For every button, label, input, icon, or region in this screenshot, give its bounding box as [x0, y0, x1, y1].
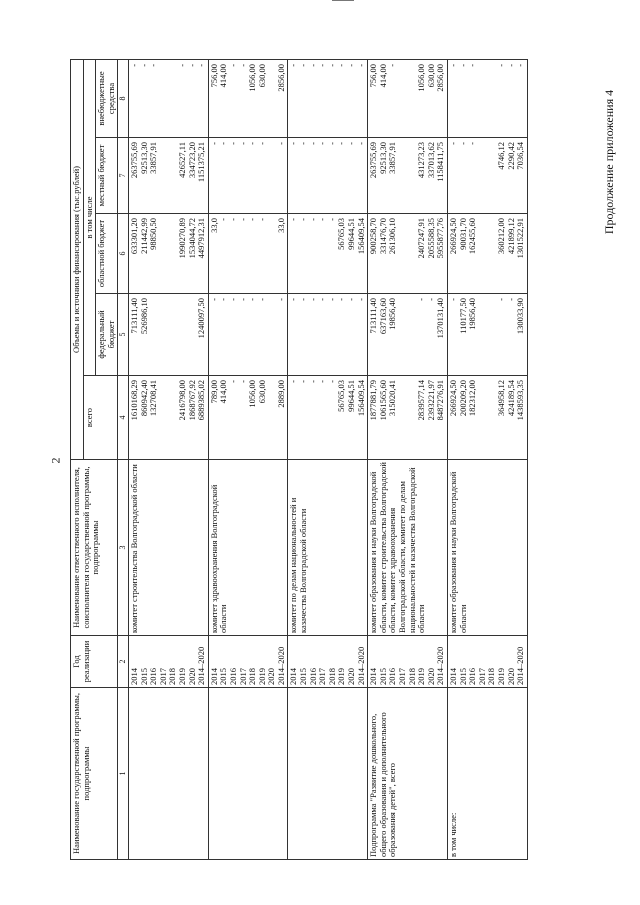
executor-cell: комитет по делам национальностей и казачества Волгоградской области: [288, 460, 368, 636]
amount-value: -: [208, 142, 219, 145]
amount-value: 2856,00: [275, 63, 286, 92]
amount-value: 156409,54: [355, 218, 366, 255]
amount-value: 334723,20: [186, 142, 197, 179]
amount-value: 19856,40: [387, 298, 398, 330]
amount-value: -: [336, 298, 347, 301]
header-volumes: Объемы и источники финансирования (тыс.рублей): [71, 59, 84, 459]
amount-value: 263755,69: [128, 142, 139, 179]
amount-value: 860942,40: [138, 380, 149, 417]
amount-value: -: [298, 218, 309, 221]
amount-value: 92513,30: [377, 142, 388, 174]
appendix-title: Продолжение приложения 4: [602, 89, 616, 235]
amount-value: -: [355, 298, 366, 301]
amount-value: 900258,70: [368, 218, 379, 255]
amount-value: 261306,10: [387, 218, 398, 255]
amount-value: 92513,30: [138, 142, 149, 174]
amount-value: -: [515, 63, 526, 67]
extra-cell: [288, 59, 368, 137]
amount-value: -: [176, 63, 187, 67]
amount-value: 2393221,97: [425, 380, 436, 421]
local-cell: [447, 138, 527, 214]
amount-value: -: [495, 298, 506, 301]
executor-cell: комитет образования и науки Волгоградской области: [447, 460, 527, 636]
year-value: 2014–2020: [355, 646, 366, 685]
amount-value: 1370131,40: [435, 298, 446, 339]
amount-value: 33857,91: [387, 142, 398, 174]
amount-value: -: [457, 63, 468, 67]
amount-value: 1056,00: [247, 380, 258, 408]
table-row: [208, 59, 288, 859]
amount-value: 211442,99: [138, 218, 149, 254]
amount-value: 1301522,91: [515, 218, 526, 259]
total-cell: [208, 376, 288, 460]
amount-value: 526986,10: [138, 298, 149, 335]
year-value: 2014–2020: [196, 646, 207, 685]
amount-value: [159, 64, 169, 135]
amount-value: 8487276,91: [435, 380, 446, 421]
amount-value: -: [186, 63, 197, 67]
col-num: 4: [118, 376, 129, 460]
years-cell: [208, 636, 288, 688]
amount-value: -: [447, 298, 458, 301]
federal-cell: [368, 294, 448, 376]
table-row: [128, 59, 208, 859]
table-row: [447, 59, 527, 859]
amount-value: -: [447, 63, 458, 67]
amount-value: 1158411,75: [435, 142, 446, 182]
amount-value: [478, 218, 488, 291]
amount-value: [168, 64, 178, 135]
year-value: 2014: [368, 668, 379, 685]
executor-cell: комитет строительства Волгоградской области: [128, 460, 208, 636]
federal-cell: [208, 294, 288, 376]
program-name-cell: Подпрограмма "Развитие дошкольного, общего образования и дополнительного образования детей", всего: [368, 688, 448, 860]
amount-value: -: [288, 218, 299, 221]
amount-value: -: [275, 298, 286, 301]
amount-value: 421899,12: [505, 218, 516, 255]
years-cell: [368, 636, 448, 688]
amount-value: [267, 298, 277, 373]
amount-value: 1151375,21: [196, 142, 207, 183]
amount-value: 132708,41: [148, 380, 159, 417]
amount-value: 19856,40: [467, 298, 478, 330]
amount-value: [478, 142, 488, 211]
amount-value: 756,00: [208, 63, 219, 88]
header-program: Наименование государственной программы, подпрограммы: [71, 688, 118, 860]
amount-value: 6889385,02: [196, 380, 207, 421]
amount-value: [478, 380, 488, 457]
federal-cell: [447, 294, 527, 376]
amount-value: 2055588,35: [425, 218, 436, 259]
amount-value: 5955877,76: [435, 218, 446, 259]
year-value: 2017: [157, 668, 168, 685]
amount-value: -: [505, 298, 516, 301]
amount-value: 7036,54: [515, 142, 526, 170]
amount-value: -: [346, 63, 357, 67]
amount-value: -: [298, 63, 309, 67]
amount-value: 182312,00: [467, 380, 478, 417]
col-num: 3: [118, 460, 129, 636]
year-value: 2019: [176, 668, 187, 685]
year-value: 2020: [346, 668, 357, 685]
amount-value: [398, 380, 408, 457]
amount-value: 630,00: [425, 63, 436, 88]
amount-value: 364958,12: [495, 380, 506, 417]
amount-value: [159, 142, 169, 211]
financing-table: [70, 59, 528, 860]
local-cell: [288, 138, 368, 214]
amount-value: 263755,69: [368, 142, 379, 179]
amount-value: -: [326, 380, 337, 383]
executor-cell: комитет образования и науки Волгоградской области, комитет строительства Волгоградской области, комитет здравоохранения Волгоградской области, комитет по делам национальностей и казачества Волгоградской области: [368, 460, 448, 636]
program-name-cell: в том числе:: [447, 688, 527, 860]
local-cell: [368, 138, 448, 214]
amount-value: -: [298, 142, 309, 145]
year-value: 2018: [167, 668, 178, 685]
year-value: 2020: [505, 668, 516, 685]
amount-value: [478, 298, 488, 373]
year-value: 2019: [256, 668, 267, 685]
amount-value: -: [227, 298, 238, 301]
amount-value: 431273,23: [416, 142, 427, 179]
amount-value: -: [326, 298, 337, 301]
regional-cell: [288, 214, 368, 294]
amount-value: 2889,00: [275, 380, 286, 408]
regional-cell: [208, 214, 288, 294]
year-value: 2015: [138, 668, 149, 685]
extra-cell: [128, 59, 208, 137]
year-value: 2016: [467, 668, 478, 685]
amount-value: 266924,50: [447, 380, 458, 417]
amount-value: 360212,00: [495, 218, 506, 255]
amount-value: 1610168,29: [128, 380, 139, 421]
total-cell: [368, 376, 448, 460]
amount-value: -: [237, 142, 248, 145]
amount-value: 1240097,50: [196, 298, 207, 339]
amount-value: -: [317, 298, 328, 301]
amount-value: [149, 298, 159, 373]
amount-value: [398, 218, 408, 291]
amount-value: -: [128, 63, 139, 67]
amount-value: [159, 298, 169, 373]
year-value: 2016: [227, 668, 238, 685]
total-cell: [128, 376, 208, 460]
amount-value: 2407247,91: [416, 218, 427, 259]
page-number: 2: [48, 457, 63, 464]
amount-value: -: [317, 380, 328, 383]
col-num: 7: [118, 138, 129, 214]
header-regional: областной бюджет: [96, 214, 118, 294]
amount-value: 414,00: [377, 63, 388, 88]
amount-value: [159, 380, 169, 457]
local-cell: [208, 138, 288, 214]
amount-value: 637163,60: [377, 298, 388, 335]
amount-value: -: [227, 218, 238, 221]
amount-value: [398, 64, 408, 135]
amount-value: -: [326, 218, 337, 221]
total-cell: [447, 376, 527, 460]
amount-value: -: [307, 63, 318, 67]
amount-value: -: [247, 298, 258, 301]
amount-value: [159, 218, 169, 291]
amount-value: -: [346, 298, 357, 301]
extra-cell: [208, 59, 288, 137]
amount-value: -: [447, 142, 458, 145]
amount-value: -: [467, 142, 478, 145]
year-value: 2014: [208, 668, 219, 685]
amount-value: -: [218, 298, 229, 301]
extra-cell: [447, 59, 527, 137]
program-name-cell: [128, 688, 208, 860]
amount-value: 633301,20: [128, 218, 139, 255]
year-value: 2019: [416, 668, 427, 685]
amount-value: -: [138, 63, 149, 67]
amount-value: 424189,54: [505, 380, 516, 417]
amount-value: -: [247, 218, 258, 221]
total-cell: [288, 376, 368, 460]
year-value: 2015: [298, 668, 309, 685]
amount-value: -: [307, 218, 318, 221]
amount-value: 1877881,79: [368, 380, 379, 421]
amount-value: -: [298, 380, 309, 383]
amount-value: 162455,60: [467, 218, 478, 255]
amount-value: [478, 64, 488, 135]
header-federal: федеральный бюджет: [96, 294, 118, 376]
year-value: 2014–2020: [515, 646, 526, 685]
col-num: 2: [118, 636, 129, 688]
regional-cell: [128, 214, 208, 294]
amount-value: 110177,50: [457, 298, 468, 334]
amount-value: 337013,62: [425, 142, 436, 179]
amount-value: -: [355, 63, 366, 67]
year-value: 2017: [397, 668, 407, 685]
year-value: 2020: [266, 668, 277, 685]
amount-value: [487, 298, 497, 373]
table-body: [128, 59, 527, 859]
amount-value: 1056,00: [247, 63, 258, 92]
amount-value: -: [467, 63, 478, 67]
amount-value: 2416798,00: [176, 380, 187, 421]
year-value: 2020: [186, 668, 197, 685]
amount-value: -: [196, 63, 207, 67]
year-value: 2014–2020: [435, 646, 446, 685]
amount-value: -: [218, 218, 229, 221]
year-value: 2017: [317, 668, 328, 685]
amount-value: 1056,00: [416, 63, 427, 92]
amount-value: -: [227, 142, 238, 145]
amount-value: 1990270,89: [176, 218, 187, 259]
amount-value: 315020,41: [387, 380, 398, 417]
amount-value: 33857,91: [148, 142, 159, 174]
amount-value: 789,00: [208, 380, 219, 404]
amount-value: -: [247, 142, 258, 145]
col-num: 1: [118, 688, 129, 860]
year-value: 2014–2020: [275, 646, 286, 685]
rotated-page: [70, 60, 635, 860]
amount-value: -: [326, 142, 337, 145]
amount-value: 33,0: [208, 218, 219, 233]
amount-value: 1061565,60: [377, 380, 388, 421]
amount-value: 414,00: [218, 63, 229, 88]
amount-value: 33,0: [275, 218, 286, 233]
amount-value: -: [317, 218, 328, 221]
year-value: 2015: [457, 668, 468, 685]
header-including: в том числе: [83, 59, 96, 375]
amount-value: -: [336, 142, 347, 145]
year-value: 2014: [447, 668, 458, 685]
amount-value: 56765,03: [336, 218, 347, 250]
amount-value: -: [416, 298, 427, 301]
amount-value: [487, 64, 497, 135]
amount-value: 426527,11: [176, 142, 187, 178]
header-extra: внебюджетные средства: [96, 59, 118, 137]
header-year: Год реализации: [71, 636, 118, 688]
header-executor: Наименование ответственного исполнителя, соисполнителя государственной программы, подпрограммы: [71, 460, 118, 636]
amount-value: 90031,70: [457, 218, 468, 250]
amount-value: -: [275, 142, 286, 145]
years-cell: [288, 636, 368, 688]
amount-value: -: [148, 63, 159, 67]
col-num: 6: [118, 214, 129, 294]
year-value: 2014: [128, 668, 139, 685]
federal-cell: [128, 294, 208, 376]
amount-value: -: [457, 142, 468, 145]
amount-value: -: [288, 380, 299, 383]
year-value: 2019: [336, 668, 347, 685]
amount-value: 99644,51: [346, 218, 357, 250]
executor-cell: комитет здравоохранения Волгоградской области: [208, 460, 288, 636]
amount-value: 98850,50: [148, 218, 159, 250]
amount-value: -: [298, 298, 309, 301]
year-value: 2015: [377, 668, 388, 685]
amount-value: 4497912,31: [196, 218, 207, 259]
year-value: 2015: [218, 668, 229, 685]
amount-value: -: [326, 63, 337, 67]
amount-value: -: [495, 63, 506, 67]
program-name-cell: [288, 688, 368, 860]
year-value: 2018: [486, 668, 497, 685]
year-value: 2016: [307, 668, 318, 685]
amount-value: [168, 298, 178, 373]
amount-value: 2856,00: [435, 63, 446, 92]
year-value: 2017: [476, 668, 487, 685]
table-row: [368, 59, 448, 859]
amount-value: -: [307, 298, 318, 301]
amount-value: -: [425, 298, 436, 301]
amount-value: 1534044,72: [186, 218, 197, 259]
amount-value: 2839577,14: [416, 380, 427, 421]
amount-value: 713111,40: [368, 298, 379, 334]
amount-value: 56765,03: [336, 380, 347, 412]
amount-value: [267, 142, 277, 211]
year-value: 2019: [495, 668, 506, 685]
year-value: 2020: [425, 668, 436, 685]
extra-cell: [368, 59, 448, 137]
amount-value: -: [288, 63, 299, 67]
year-value: 2014: [288, 668, 299, 685]
amount-value: -: [317, 142, 328, 145]
amount-value: 331476,70: [377, 218, 388, 255]
amount-value: [398, 142, 408, 211]
amount-value: 266924,50: [447, 218, 458, 255]
amount-value: 1438593,35: [515, 380, 526, 421]
amount-value: -: [237, 218, 248, 221]
header-local: местный бюджет: [96, 138, 118, 214]
amount-value: [398, 298, 408, 373]
regional-cell: [368, 214, 448, 294]
amount-value: -: [237, 298, 248, 301]
year-value: 2016: [387, 668, 398, 685]
year-value: 2016: [148, 668, 159, 685]
col-num: 5: [118, 294, 129, 376]
amount-value: 756,00: [368, 63, 379, 88]
year-value: 2018: [326, 668, 337, 685]
amount-value: 130033,90: [515, 298, 526, 335]
amount-value: -: [505, 63, 516, 67]
year-value: 2018: [247, 668, 258, 685]
amount-value: 630,00: [256, 380, 267, 404]
amount-value: -: [208, 298, 219, 301]
local-cell: [128, 138, 208, 214]
amount-value: 156409,54: [355, 380, 366, 417]
amount-value: 414,00: [218, 380, 229, 404]
amount-value: 200209,20: [457, 380, 468, 417]
amount-value: -: [355, 142, 366, 145]
amount-value: -: [387, 63, 398, 67]
amount-value: -: [307, 380, 318, 383]
year-value: 2018: [406, 668, 417, 685]
amount-value: -: [237, 63, 248, 67]
amount-value: -: [256, 218, 267, 221]
amount-value: -: [307, 142, 318, 145]
program-name-cell: [208, 688, 288, 860]
amount-value: -: [346, 142, 357, 145]
table-row: [288, 59, 368, 859]
years-cell: [128, 636, 208, 688]
amount-value: -: [227, 63, 238, 67]
amount-value: -: [218, 142, 229, 145]
header-total: всего: [83, 376, 118, 460]
top-edge-line: [332, 0, 354, 1]
amount-value: -: [256, 142, 267, 145]
amount-value: 99644,51: [346, 380, 357, 412]
amount-value: [408, 298, 418, 373]
year-value: 2017: [237, 668, 248, 685]
amount-value: -: [288, 298, 299, 301]
amount-value: 713111,40: [128, 298, 139, 334]
years-cell: [447, 636, 527, 688]
amount-value: 2290,42: [505, 142, 516, 170]
amount-value: 1868767,92: [186, 380, 197, 421]
amount-value: -: [256, 298, 267, 301]
amount-value: -: [288, 142, 299, 145]
amount-value: 630,00: [256, 63, 267, 88]
amount-value: -: [227, 380, 238, 383]
amount-value: -: [317, 63, 328, 67]
regional-cell: [447, 214, 527, 294]
amount-value: 4746,12: [495, 142, 506, 170]
federal-cell: [288, 294, 368, 376]
amount-value: -: [336, 63, 347, 67]
amount-value: -: [237, 380, 248, 383]
amount-value: [178, 298, 188, 373]
col-num: 8: [118, 59, 129, 137]
